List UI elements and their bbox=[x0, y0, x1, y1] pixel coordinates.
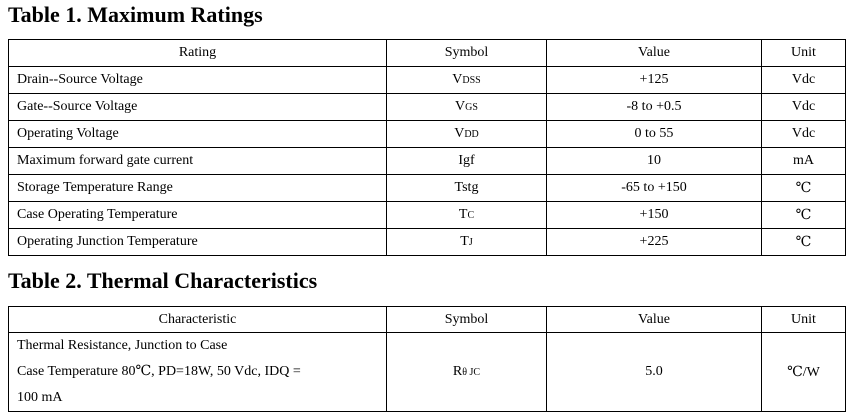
table-row bbox=[9, 229, 846, 256]
rating-cell: Case Operating Temperature bbox=[9, 202, 387, 229]
value-cell: +125 bbox=[547, 67, 762, 94]
table-row bbox=[9, 67, 846, 94]
unit-cell: Vdc bbox=[762, 121, 846, 148]
table-row bbox=[9, 202, 846, 229]
symbol-main: V bbox=[454, 126, 465, 141]
table-header-row bbox=[9, 307, 846, 333]
header-characteristic: Characteristic bbox=[9, 307, 387, 333]
table1-title: Table 1. Maximum Ratings bbox=[8, 2, 263, 27]
symbol-cell bbox=[387, 333, 547, 412]
unit-cell: ℃/W bbox=[762, 333, 846, 412]
header-symbol: Symbol bbox=[387, 40, 547, 67]
unit-cell: ℃ bbox=[762, 202, 846, 229]
symbol-main: Tstg bbox=[454, 180, 479, 195]
unit-cell: Vdc bbox=[762, 67, 846, 94]
maximum-ratings-table bbox=[8, 39, 846, 256]
table-row bbox=[9, 333, 846, 412]
symbol-subscript: θ JC bbox=[462, 367, 481, 378]
value-cell: +150 bbox=[547, 202, 762, 229]
symbol-cell bbox=[387, 67, 547, 94]
symbol-subscript: GS bbox=[465, 102, 478, 113]
header-unit: Unit bbox=[762, 40, 846, 67]
table-row bbox=[9, 121, 846, 148]
header-unit: Unit bbox=[762, 307, 846, 333]
characteristic-cell bbox=[9, 333, 387, 412]
rating-cell: Operating Junction Temperature bbox=[9, 229, 387, 256]
header-symbol: Symbol bbox=[387, 307, 547, 333]
rating-cell: Operating Voltage bbox=[9, 121, 387, 148]
unit-cell: ℃ bbox=[762, 175, 846, 202]
unit-cell: Vdc bbox=[762, 94, 846, 121]
characteristic-line-1: Thermal Resistance, Junction to Case bbox=[17, 338, 228, 353]
symbol-subscript: DSS bbox=[462, 75, 481, 86]
value-cell: 0 to 55 bbox=[547, 121, 762, 148]
symbol-main: Igf bbox=[458, 153, 475, 168]
symbol-main: T bbox=[458, 207, 468, 222]
value-cell: -65 to +150 bbox=[547, 175, 762, 202]
symbol-subscript: DD bbox=[464, 129, 479, 140]
symbol-subscript: J bbox=[468, 237, 473, 248]
rating-cell: Storage Temperature Range bbox=[9, 175, 387, 202]
table-row bbox=[9, 175, 846, 202]
unit-cell: mA bbox=[762, 148, 846, 175]
header-value: Value bbox=[547, 40, 762, 67]
header-rating: Rating bbox=[9, 40, 387, 67]
value-cell: -8 to +0.5 bbox=[547, 94, 762, 121]
symbol-subscript: C bbox=[467, 210, 475, 221]
rating-cell: Maximum forward gate current bbox=[9, 148, 387, 175]
rating-cell: Drain--Source Voltage bbox=[9, 67, 387, 94]
characteristic-line-2: Case Temperature 80℃, PD=18W, 50 Vdc, IDQ = bbox=[17, 364, 301, 379]
symbol-cell bbox=[387, 175, 547, 202]
symbol-cell bbox=[387, 94, 547, 121]
symbol-cell bbox=[387, 121, 547, 148]
characteristic-line-3: 100 mA bbox=[17, 390, 63, 405]
symbol-main: V bbox=[455, 99, 466, 114]
rating-cell: Gate--Source Voltage bbox=[9, 94, 387, 121]
symbol-cell bbox=[387, 202, 547, 229]
table-row bbox=[9, 94, 846, 121]
symbol-cell bbox=[387, 148, 547, 175]
value-cell: 10 bbox=[547, 148, 762, 175]
symbol-main: V bbox=[452, 72, 463, 87]
value-cell: +225 bbox=[547, 229, 762, 256]
header-value: Value bbox=[547, 307, 762, 333]
unit-cell: ℃ bbox=[762, 229, 846, 256]
symbol-main: T bbox=[460, 234, 469, 249]
table-header-row bbox=[9, 40, 846, 67]
symbol-main: R bbox=[452, 364, 463, 379]
symbol-cell bbox=[387, 229, 547, 256]
table2-title: Table 2. Thermal Characteristics bbox=[8, 268, 318, 293]
thermal-characteristics-table bbox=[8, 306, 846, 412]
table-row bbox=[9, 148, 846, 175]
value-cell: 5.0 bbox=[547, 333, 762, 412]
